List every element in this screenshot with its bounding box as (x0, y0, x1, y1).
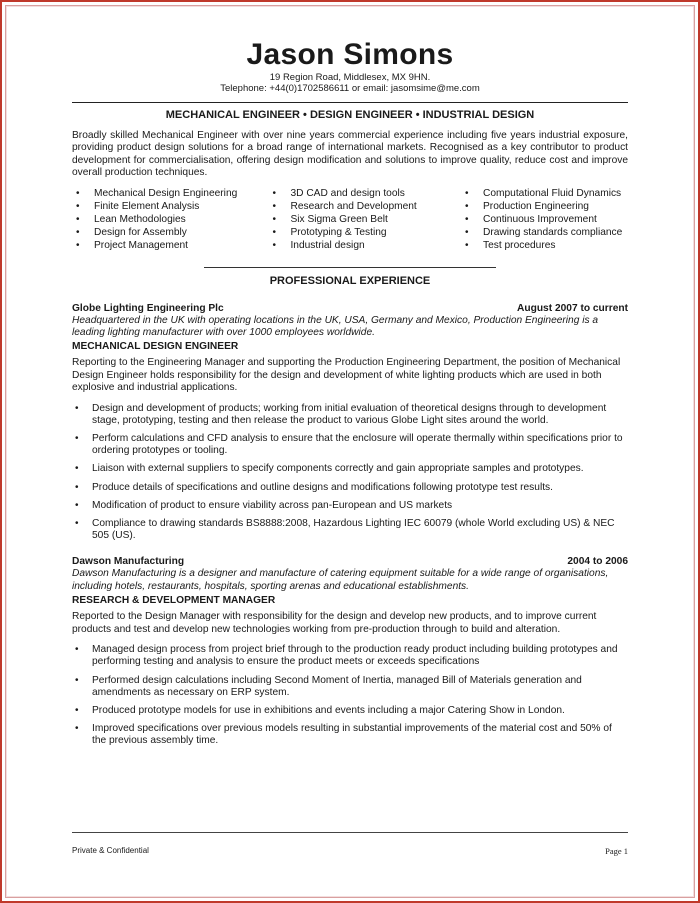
job-header (72, 303, 628, 314)
skill-item: • Finite Element Analysis (72, 200, 268, 213)
skill-item: • Computational Fluid Dynamics (461, 187, 628, 200)
company-name: Dawson Manufacturing (72, 556, 185, 568)
skill-item: • Continuous Improvement (461, 213, 628, 226)
responsibility-item: • Produce details of specifications and outline designs and modifications following prototype test results. (72, 482, 628, 494)
tagline: MECHANICAL ENGINEER • DESIGN ENGINEER • INDUSTRIAL DESIGN (165, 109, 535, 121)
skill-item: • Research and Development (268, 200, 461, 213)
role-overview: Reported to the Design Manager with responsibility for the design and develop new products, and to improve current products and test and develop new technologies working from pre-production through to build and alteration. (72, 611, 597, 635)
job-role: RESEARCH & DEVELOPMENT MANAGER (72, 595, 276, 607)
company-description: Headquartered in the UK with operating locations in the UK, USA, Germany and Mexico, Production Engineering is a leading lighting manufacturer with over 1000 employees worldwide. (72, 314, 599, 339)
skills-column-3 (461, 187, 628, 252)
skill-item: • Project Management (72, 239, 268, 252)
footer-confidential: Private & Confidential (72, 846, 149, 855)
responsibility-item: • Performed design calculations including Second Moment of Inertia, managed Bill of Materials generation and amendments as necessary on ERP system. (72, 675, 628, 699)
job-dates: August 2007 to current (517, 302, 628, 314)
responsibility-list (72, 644, 628, 747)
page-number: Page 1 (605, 846, 628, 856)
responsibility-item: • Managed design process from project brief through to the production ready product including building prototypes and performing testing and analysis to ensure the product meets or exceeds specifications (72, 644, 628, 668)
skill-item: • Test procedures (461, 239, 628, 252)
company-description: Dawson Manufacturing is a designer and manufacture of catering equipment suitable for a wide range of organisations, including hotels, restaurants, hospitals, sporting arenas and educational establishments. (72, 568, 609, 592)
header-rule (72, 102, 628, 103)
responsibility-item: • Produced prototype models for use in exhibitions and events including a major Catering Show in London. (72, 705, 628, 717)
skills-column-2 (268, 187, 461, 252)
page-footer (72, 846, 628, 856)
skill-item: • Industrial design (268, 239, 461, 252)
section-title: PROFESSIONAL EXPERIENCE (269, 274, 431, 287)
job-dates: 2004 to 2006 (567, 556, 628, 568)
role-overview: Reporting to the Engineering Manager and supporting the Production Engineering Department, the position of Mechanical Design Engineer holds responsibility for the design and development of white lighting products which are used in both explosive and industrial applications. (72, 357, 621, 394)
responsibility-item: • Compliance to drawing standards BS8888:2008, Hazardous Lighting IEC 60079 (whole World excluding US) & NEC 505 (US). (72, 518, 628, 542)
skill-item: • Mechanical Design Engineering (72, 187, 268, 200)
contact-line: Telephone: +44(0)1702586611 or email: jasomsime@me.com (220, 83, 480, 94)
responsibility-item: • Design and development of products; working from initial evaluation of theoretical designs through to development stage, prototyping, testing and then release the product to various Globe Light sites around the world. (72, 403, 628, 427)
responsibility-list (72, 403, 628, 543)
job-header (72, 556, 628, 567)
candidate-name: Jason Simons (246, 38, 454, 71)
responsibility-item: • Liaison with external suppliers to specify components correctly and gain appropriate samples and prototypes. (72, 463, 628, 475)
skill-item: • Drawing standards compliance (461, 226, 628, 239)
responsibility-item: • Perform calculations and CFD analysis to ensure that the enclosure will operate thermally within specifications prior to ordering prototypes or tooling. (72, 433, 628, 457)
skills-column-1 (72, 187, 268, 252)
skill-item: • Six Sigma Green Belt (268, 213, 461, 226)
address: 19 Region Road, Middlesex, MX 9HN. (269, 72, 431, 83)
responsibility-item: • Modification of product to ensure viability across pan-European and US markets (72, 500, 628, 512)
job-role: MECHANICAL DESIGN ENGINEER (72, 341, 239, 353)
skill-item: • 3D CAD and design tools (268, 187, 461, 200)
skill-item: • Lean Methodologies (72, 213, 268, 226)
section-rule (204, 267, 496, 268)
skill-item: • Design for Assembly (72, 226, 268, 239)
skill-item: • Prototyping & Testing (268, 226, 461, 239)
responsibility-item: • Improved specifications over previous models resulting in substantial improvements of the material cost and 50% of the previous assembly time. (72, 723, 628, 747)
skills-grid (72, 187, 628, 252)
profile-summary: Broadly skilled Mechanical Engineer with over nine years commercial experience including five years industrial exposure, providing product design solutions for a broad range of international markets. Recognised as a key contributor to product development for commercialisation, offering design modification and solutions to improve quality, reduce cost and improve overall production techniques. (72, 130, 628, 179)
footer-rule (72, 832, 628, 833)
resume-page (72, 30, 628, 754)
skill-item: • Production Engineering (461, 200, 628, 213)
company-name: Globe Lighting Engineering Plc (72, 302, 224, 314)
